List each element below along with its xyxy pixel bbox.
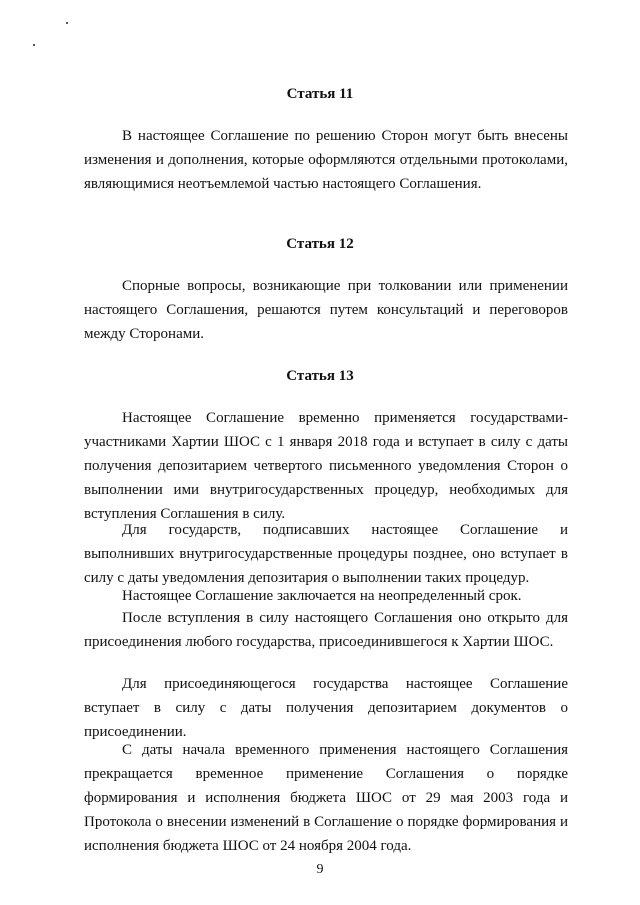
article-12-paragraph-1: Спорные вопросы, возникающие при толковании или применении настоящего Соглашения, решаются путем консультаций и переговоров между Сторонами. [84, 278, 568, 342]
article-13-paragraph-1: Настоящее Соглашение временно применяется государствами-участниками Хартии ШОС с 1 января 2018 года и вступает в силу с даты получения депозитарием четвертого письменного уведомления Сторон о выполнении ими внутригосударственных процедур, необходимых для вступления Соглашения в силу. [84, 410, 568, 522]
scan-speck [33, 44, 35, 46]
page-number: 9 [316, 862, 324, 877]
article-13-paragraph-4: После вступления в силу настоящего Соглашения оно открыто для присоединения любого государства, присоединившегося к Хартии ШОС. [84, 610, 568, 650]
article-13-heading: Статья 13 [286, 368, 354, 384]
article-11-paragraph-1: В настоящее Соглашение по решению Сторон могут быть внесены изменения и дополнения, которые оформляются отдельными протоколами, являющимися неотъемлемой частью настоящего Соглашения. [84, 128, 568, 192]
article-12-heading: Статья 12 [286, 236, 354, 252]
article-13-paragraph-3: Настоящее Соглашение заключается на неопределенный срок. [122, 588, 522, 604]
article-13-paragraph-2: Для государств, подписавших настоящее Соглашение и выполнивших внутригосударственные процедуры позднее, оно вступает в силу с даты уведомления депозитария о выполнении таких процедур. [84, 522, 568, 586]
article-13-paragraph-6: С даты начала временного применения настоящего Соглашения прекращается временное применение Соглашения о порядке формирования и исполнения бюджета ШОС от 29 мая 2003 года и Протокола о внесении изменений в Соглашение о порядке формирования и исполнения бюджета ШОС от 24 ноября 2004 года. [84, 742, 568, 854]
article-13-paragraph-5: Для присоединяющегося государства настоящее Соглашение вступает в силу с даты получения депозитарием документов о присоединении. [84, 676, 568, 740]
article-11-heading: Статья 11 [286, 86, 354, 102]
scan-speck [66, 22, 68, 24]
